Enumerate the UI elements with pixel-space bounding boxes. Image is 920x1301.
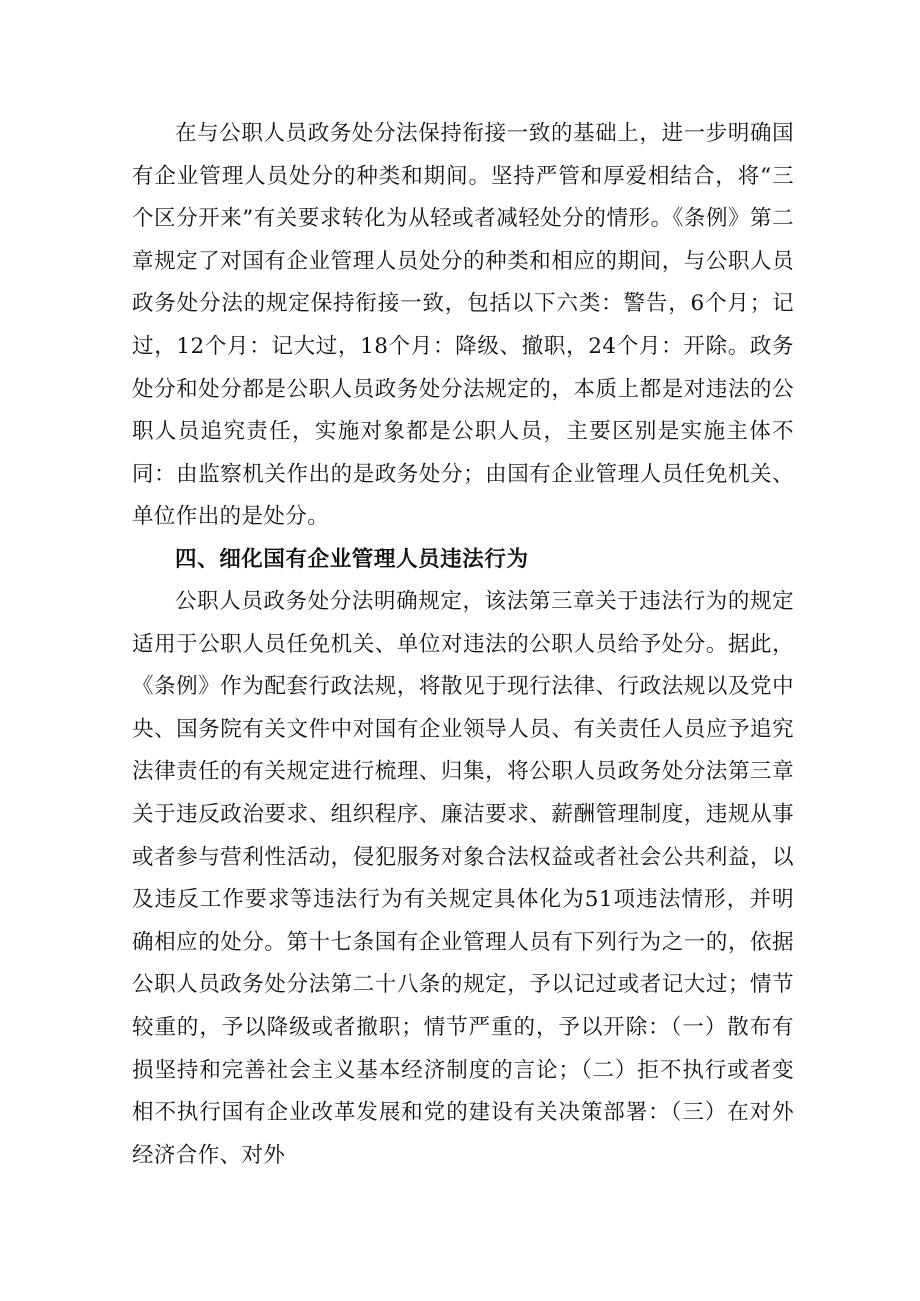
- section-heading: 四、细化国有企业管理人员违法行为: [175, 547, 529, 572]
- document-body: [132, 113, 794, 1281]
- paragraph: 公职人员政务处分法明确规定，该法第三章关于违法行为的规定适用于公职人员任免机关、单位对违法的公职人员给予处分。据此，《条例》作为配套行政法规，将散见于现行法律、行政法规以及党中央、国务院有关文件中对国有企业领导人员、有关责任人员应予追究法律责任的有关规定进行梳理、归集，将公职人员政务处分法第三章关于违反政治要求、组织程序、廉洁要求、薪酬管理制度，违规从事或者参与营利性活动，侵犯服务对象合法权益或者社会公共利益，以及违反工作要求等违法行为有关规定具体化为51项违法情形，并明确相应的处分。第十七条国有企业管理人员有下列行为之一的，依据公职人员政务处分法第二十八条的规定，予以记过或者记大过；情节较重的，予以降级或者撤职；情节严重的，予以开除：（一）散布有损坚持和完善社会主义基本经济制度的言论；（二）拒不执行或者变相不执行国有企业改革发展和党的建设有关决策部署：（三）在对外经济合作、对外: [132, 589, 794, 1168]
- paragraph: 在与公职人员政务处分法保持衔接一致的基础上，进一步明确国有企业管理人员处分的种类和期间。坚持严管和厚爱相结合，将“三个区分开来”有关要求转化为从轻或者减轻处分的情形。《条例》第二章规定了对国有企业管理人员处分的种类和相应的期间，与公职人员政务处分法的规定保持衔接一致，包括以下六类：警告，6个月；记过，12个月：记大过，18个月：降级、撤职，24个月：开除。政务处分和处分都是公职人员政务处分法规定的，本质上都是对违法的公职人员追究责任，实施对象都是公职人员，主要区别是实施主体不同：由监察机关作出的是政务处分；由国有企业管理人员任免机关、单位作出的是处分。: [132, 121, 794, 530]
